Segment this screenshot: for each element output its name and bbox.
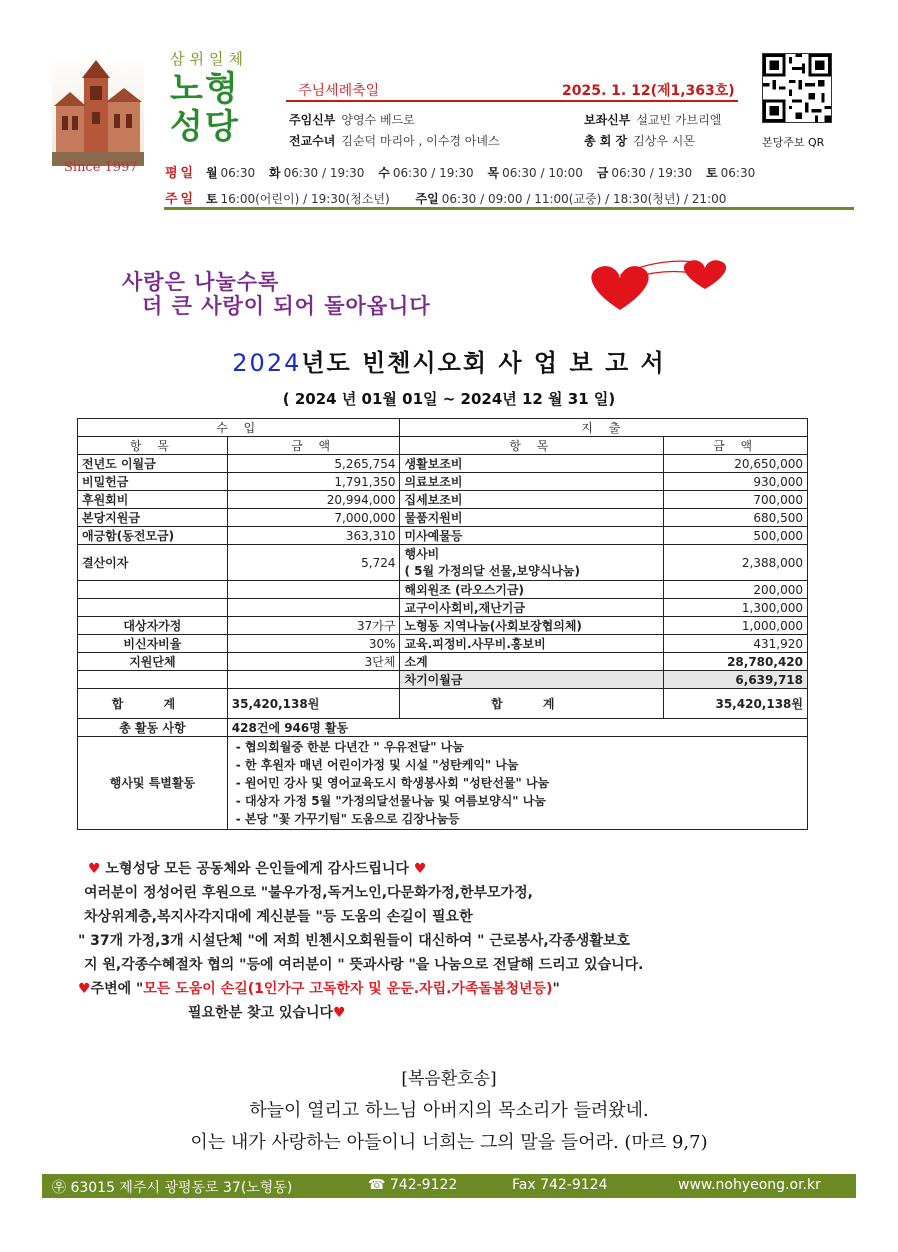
gospel-line-2: 이는 내가 사랑하는 아들이니 너희는 그의 말을 들어라. (마르 9,7) [190, 1132, 708, 1153]
table-row [78, 617, 808, 635]
expense-item [400, 545, 664, 581]
sisters-name: 김순덕 마리아 , 이수경 아녜스 [341, 134, 500, 148]
tagline: 삼위일체 [170, 50, 248, 68]
income-item: 비밀헌금 [78, 473, 228, 491]
income-amount: 5,724 [227, 545, 400, 581]
expense-item: 생활보조비 [400, 455, 664, 473]
thanks-message [78, 857, 818, 1025]
income-amount: 5,265,754 [227, 455, 400, 473]
header-rule [164, 207, 854, 210]
church-building-illustration [52, 56, 144, 166]
income-item: 본당지원금 [78, 509, 228, 527]
weekday-schedule [165, 162, 755, 181]
sat-eve-times: 16:00(어린이) / 19:30(청소년) [220, 192, 390, 206]
feast-title: 주님세례축일 [298, 83, 380, 99]
expense-item-header: 항 목 [400, 437, 664, 455]
expense-amount: 20,650,000 [664, 455, 808, 473]
expense-item: 노형동 지역나눔(사회보장협의체) [400, 617, 664, 635]
table-row [78, 545, 808, 581]
income-header: 수 입 [78, 419, 400, 437]
footer-fax: Fax 742-9124 [512, 1177, 608, 1193]
carryover-label: 차기이월금 [400, 671, 664, 689]
weekday-tue: 화 06:30 / 19:30 [268, 166, 365, 180]
income-amount [227, 671, 400, 689]
thanks-line-6-post: " [552, 981, 560, 997]
report-title [0, 343, 898, 378]
expense-total-label: 합 계 [400, 689, 664, 719]
expense-amount: 2,388,000 [664, 545, 808, 581]
report-title-year: 2024 [232, 349, 302, 377]
pastor-label: 주임신부 [289, 113, 336, 127]
list-item: - 본당 "꽃 가꾸기팀" 도움으로 김장나눔등 [235, 812, 460, 826]
report-period: ( 2024 년 01월 01일 ~ 2024년 12 월 31 일) [282, 390, 616, 408]
thanks-line-6-pre: 주변에 " [90, 981, 144, 997]
weekday-wed: 수 06:30 / 19:30 [378, 166, 474, 180]
stat-value: 37가구 [227, 617, 400, 635]
table-section-header [78, 419, 808, 437]
stat-label: 비신자비율 [78, 635, 228, 653]
income-item [78, 581, 228, 599]
expense-amount: 1,000,000 [664, 617, 808, 635]
table-row [78, 455, 808, 473]
list-item: - 원어민 강사 및 영어교육도시 학생봉사회 "성탄선물" 나눔 [235, 776, 550, 790]
heart-icon: ♥ [88, 861, 101, 877]
heart-icon: ♥ [78, 981, 91, 997]
income-item: 전년도 이월금 [78, 455, 228, 473]
report-title-text: 년도 빈첸시오회 사 업 보 고 서 [301, 349, 666, 377]
thanks-line-5: 지 원,각종수혜절차 협의 "등에 여러분이 " 뜻과사랑 "을 나눔으로 전달해 드리고 있습니다. [84, 957, 644, 973]
footer-phone: ☎ 742-9122 [368, 1177, 458, 1193]
qr-label: 본당주보 QR [762, 136, 825, 149]
footer-website-link[interactable]: www.nohyeong.or.kr [678, 1177, 821, 1193]
list-item: - 한 후원자 매년 어린이가정 및 시설 "성탄케익" 나눔 [235, 758, 519, 772]
table-row [78, 527, 808, 545]
income-amount: 363,310 [227, 527, 400, 545]
pastor-info [289, 111, 415, 128]
sunday-label: 주일 [165, 192, 197, 207]
income-amount-header: 금 액 [227, 437, 400, 455]
activity-value: 428건에 946명 활동 [227, 719, 807, 737]
gospel-title: [복음환호송] [401, 1069, 497, 1089]
footer-bar [42, 1174, 856, 1198]
thanks-line-1: 노형성당 모든 공동체와 은인들에게 감사드립니다 [105, 861, 409, 877]
expense-item: 의료보조비 [400, 473, 664, 491]
sunday-times: 06:30 / 09:00 / 11:00(교중) / 18:30(청년) / 21:00 [441, 192, 727, 206]
income-total-amount: 35,420,138원 [227, 689, 400, 719]
sat-eve-day: 토 [205, 192, 218, 206]
heart-icon: ♥ [413, 861, 427, 877]
stat-label: 대상자가정 [78, 617, 228, 635]
church-name-logo: 노형성당 [170, 69, 240, 147]
expense-amount: 700,000 [664, 491, 808, 509]
pastor-name: 양영수 베드로 [341, 113, 415, 127]
table-row [78, 473, 808, 491]
thanks-line-7: 필요한분 찾고 있습니다 [188, 1005, 333, 1021]
gospel-line-1: 하늘이 열리고 하느님 아버지의 목소리가 들려왔네. [249, 1100, 649, 1121]
sisters-info [289, 132, 500, 149]
income-amount [227, 599, 400, 617]
event-item-line-1: 행사비 [404, 546, 440, 561]
weekday-mon: 월 06:30 [205, 166, 256, 180]
income-item [78, 599, 228, 617]
expense-amount: 200,000 [664, 581, 808, 599]
stat-label: 지원단체 [78, 653, 228, 671]
income-amount: 20,994,000 [227, 491, 400, 509]
income-amount [227, 581, 400, 599]
sunday-schedule [165, 188, 726, 207]
table-total-row [78, 689, 808, 719]
thanks-line-3: 차상위계층,복지사각지대에 계신분들 "등 도움의 손길이 필요한 [84, 909, 473, 925]
table-row [78, 599, 808, 617]
expense-amount: 1,300,000 [664, 599, 808, 617]
income-item: 결산이자 [78, 545, 228, 581]
thanks-line-2: 여러분이 정성어린 후원으로 "불우가정,독거노인,다문화가정,한부모가정, [84, 885, 533, 901]
special-activities-list [227, 737, 807, 830]
table-row [78, 491, 808, 509]
income-item: 후원회비 [78, 491, 228, 509]
sunday-day: 주일 [415, 192, 439, 206]
expense-header: 지 출 [400, 419, 808, 437]
issue-date: 2025. 1. 12(제1,363호) [562, 83, 735, 99]
expense-amount: 930,000 [664, 473, 808, 491]
table-row [78, 737, 808, 830]
assistant-label: 보좌신부 [584, 113, 631, 127]
expense-amount: 680,500 [664, 509, 808, 527]
expense-item: 해외원조 (라오스기금) [400, 581, 664, 599]
subtotal-amount: 28,780,420 [664, 653, 808, 671]
slogan-line-2: 더 큰 사랑이 되어 돌아옵니다 [142, 294, 431, 318]
weekday-thu: 목 06:30 / 10:00 [487, 166, 583, 180]
expense-item: 교구이사회비,재난기금 [400, 599, 664, 617]
expense-item: 교육.피정비.사무비.홍보비 [400, 635, 664, 653]
footer-address: ㉾ 63015 제주시 광평동로 37(노형동) [52, 1180, 293, 1196]
expense-item: 물품지원비 [400, 509, 664, 527]
weekday-fri: 금 06:30 / 19:30 [596, 166, 693, 180]
list-item: - 협의회월중 한분 다년간 " 우유전달" 나눔 [235, 740, 464, 754]
carryover-amount: 6,639,718 [664, 671, 808, 689]
expense-item: 집세보조비 [400, 491, 664, 509]
qr-code[interactable] [762, 53, 832, 123]
list-item: - 대상자 가정 5월 "가정의달선물나눔 및 여름보양식" 나눔 [235, 794, 546, 808]
special-activities-label: 행사및 특별활동 [78, 737, 228, 830]
income-amount: 1,791,350 [227, 473, 400, 491]
income-item [78, 671, 228, 689]
stat-value: 3단체 [227, 653, 400, 671]
table-row [78, 671, 808, 689]
stat-value: 30% [227, 635, 400, 653]
table-row [78, 509, 808, 527]
assistant-info [584, 111, 721, 128]
president-info [584, 132, 695, 149]
table-row [78, 653, 808, 671]
financial-report-table [77, 418, 808, 830]
table-row [78, 581, 808, 599]
table-column-header [78, 437, 808, 455]
expense-item: 미사예물등 [400, 527, 664, 545]
hearts-icon [580, 255, 740, 315]
sisters-label: 전교수녀 [289, 134, 336, 148]
weekday-label: 평일 [165, 166, 197, 181]
income-amount: 7,000,000 [227, 509, 400, 527]
subtotal-label: 소계 [400, 653, 664, 671]
income-item-header: 항 목 [78, 437, 228, 455]
event-item-line-2: ( 5월 가정의달 선물,보양식나눔) [404, 563, 580, 578]
activity-label: 총 활동 사항 [78, 719, 228, 737]
table-row [78, 635, 808, 653]
thanks-line-4: " 37개 가정,3개 시설단체 "에 저희 빈첸시오회원들이 대신하여 " 근로봉사,각종생활보호 [78, 933, 630, 949]
president-label: 총 회 장 [584, 134, 628, 148]
table-row [78, 719, 808, 737]
expense-amount: 431,920 [664, 635, 808, 653]
assistant-name: 설교빈 가브리엘 [636, 113, 722, 127]
expense-total-amount: 35,420,138원 [664, 689, 808, 719]
expense-amount-header: 금 액 [664, 437, 808, 455]
president-name: 김상우 시몬 [633, 134, 695, 148]
header-divider [286, 100, 738, 102]
weekday-sat: 토 06:30 [706, 166, 756, 180]
expense-amount: 500,000 [664, 527, 808, 545]
heart-icon: ♥ [333, 1005, 346, 1021]
since-year: Since 1997 [64, 160, 138, 175]
thanks-line-6-highlight: 모든 도움이 손길(1인가구 고독한자 및 운둔.자립.가족돌봄청년등) [143, 981, 553, 997]
income-item: 애긍함(동전모금) [78, 527, 228, 545]
slogan [122, 270, 431, 318]
slogan-line-1: 사랑은 나눌수록 [122, 270, 280, 294]
income-total-label: 합 계 [78, 689, 228, 719]
